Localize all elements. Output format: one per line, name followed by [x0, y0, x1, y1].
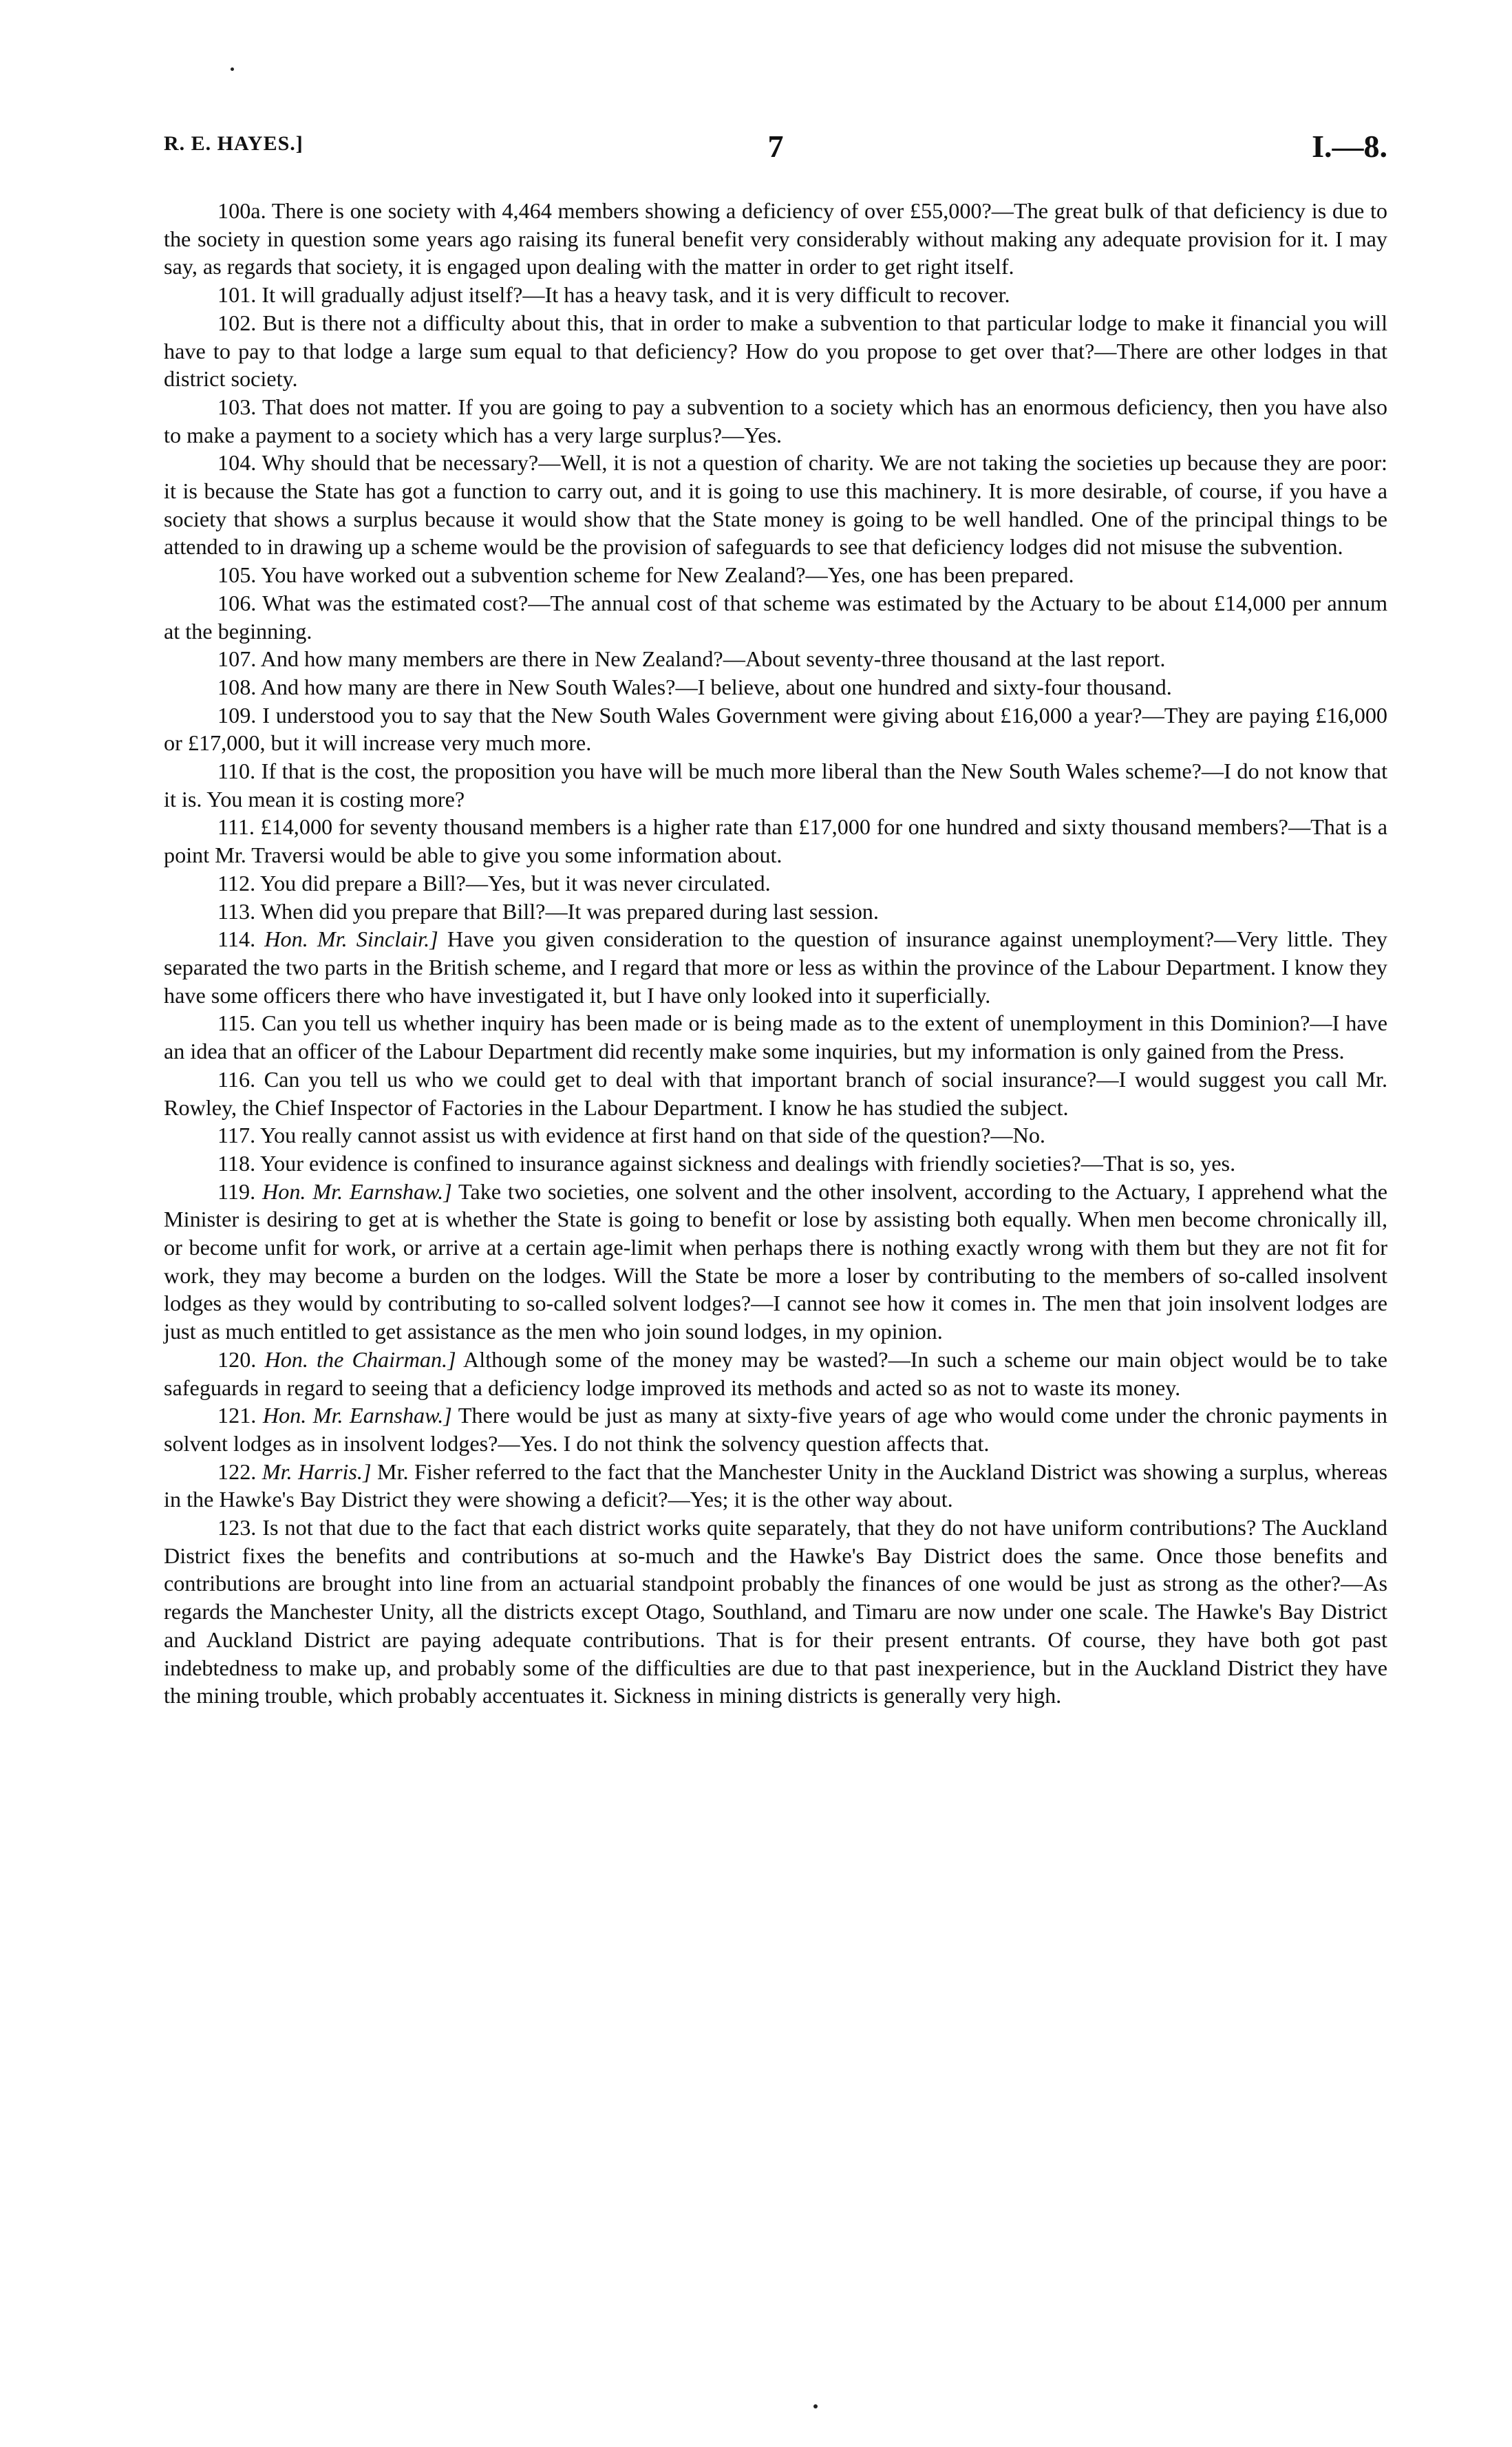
header-witness-name: R. E. HAYES.]	[164, 132, 304, 155]
paragraph-text: Why should that be necessary?—Well, it is not a question of charity. We are not taking the societies up because they are poor: it is because the State has got a function to carry out, and it is going to use this machinery. It is more desirable, of course, if you have a society that shows a surplus because it would show that the State money is going to be well handled. One of the principal things to be attended to in drawing up a scheme would be the provision of safeguards to see that deficiency lodges did not misuse the subvention.	[164, 450, 1387, 560]
paragraph-text: I understood you to say that the New South Wales Government were giving about £16,000 a year?—They are paying £16,000 or £17,000, but it will increase very much more.	[164, 702, 1388, 756]
question-number: 113.	[217, 898, 256, 924]
paragraph-text: Mr. Fisher referred to the fact that the Manchester Unity in the Auckland District was showing a surplus, whereas in the Hawke's Bay District they were showing a deficit?—Yes; it is the other way about.	[164, 1459, 1388, 1512]
speaker-label: Mr. Harris.]	[262, 1459, 372, 1484]
paragraph-text: You really cannot assist us with evidence at first hand on that side of the question?—No.	[260, 1123, 1045, 1148]
evidence-paragraph	[164, 589, 1387, 645]
speaker-label: Hon. Mr. Earnshaw.]	[262, 1178, 452, 1204]
paragraph-text: And how many members are there in New Zealand?—About seventy-three thousand at the last report.	[260, 646, 1166, 672]
paragraph-text: Have you given consideration to the question of insurance against unemployment?—Very little. They separated the two parts in the British scheme, and I regard that more or less as within the province of the Labour Department. I know they have some officers there who have investigated it, but I have only looked into it superficially.	[164, 926, 1388, 1008]
question-number: 108.	[217, 674, 257, 699]
paragraph-text: You did prepare a Bill?—Yes, but it was never circulated.	[260, 870, 771, 896]
evidence-paragraph	[164, 1066, 1387, 1121]
paragraph-text: Take two societies, one solvent and the other insolvent, according to the Actuary, I apprehend what the Minister is desiring to get at is whether the State is going to benefit or lose by assisting both equally. When men become chronically ill, or become unfit for work, or arrive at a certain age-limit when perhaps there is nothing exactly wrong with them but they are not fit for work, they may become a burden on the lodges. Will the State be more a loser by contributing to the members of so-called insolvent lodges as they would by contributing to so-called solvent lodges?—I cannot see how it comes in. The men that join insolvent lodges are just as much entitled to get assistance as the men who join sound lodges, in my opinion.	[164, 1178, 1387, 1344]
evidence-paragraph	[164, 869, 1387, 898]
paragraph-text: Can you tell us whether inquiry has been made or is being made as to the extent of unemployment in this Dominion?—I have an idea that an officer of the Labour Department did recently make some inquiries, but my information is only gained from the Press.	[164, 1010, 1388, 1064]
paragraph-text: You have worked out a subvention scheme for New Zealand?—Yes, one has been prepared.	[261, 562, 1074, 588]
evidence-paragraph	[164, 1009, 1387, 1065]
evidence-paragraph	[164, 309, 1387, 393]
paragraph-text: There is one society with 4,464 members showing a deficiency of over £55,000?—The great bulk of that deficiency is due to the society in question some years ago raising its funeral benefit very considerably without making any adequate provision for it. I may say, as regards that society, it is engaged upon dealing with the matter in order to get right itself.	[164, 198, 1388, 279]
evidence-paragraph	[164, 1346, 1387, 1401]
paragraph-text: And how many are there in New South Wales?—I believe, about one hundred and sixty-four thousand.	[260, 674, 1172, 699]
question-number: 104.	[217, 450, 257, 476]
evidence-paragraph	[164, 1178, 1387, 1346]
evidence-paragraph	[164, 898, 1387, 926]
evidence-paragraph	[164, 757, 1387, 813]
document-code: I.—8.	[1312, 129, 1387, 164]
evidence-paragraph	[164, 1458, 1387, 1514]
evidence-paragraph	[164, 813, 1387, 869]
question-number: 105.	[217, 562, 257, 588]
question-number: 109.	[217, 702, 257, 728]
stray-mark-bottom	[813, 2404, 818, 2408]
question-number: 120.	[217, 1346, 257, 1372]
speaker-label: Hon. Mr. Earnshaw.]	[262, 1403, 452, 1428]
page-header	[164, 128, 1387, 169]
question-number: 103.	[217, 394, 257, 419]
evidence-body	[164, 197, 1387, 1710]
question-number: 110.	[217, 759, 256, 784]
evidence-paragraph	[164, 197, 1387, 281]
evidence-paragraph	[164, 1150, 1387, 1178]
evidence-paragraph	[164, 449, 1387, 561]
paragraph-text: If that is the cost, the proposition you have will be much more liberal than the New South Wales scheme?—I do not know that it is. You mean it is costing more?	[164, 759, 1388, 812]
page-number: 7	[767, 129, 784, 164]
paragraph-text: Although some of the money may be wasted?—In such a scheme our main object would be to take safeguards in regard to seeing that a deficiency lodge improved its methods and acted so as not to waste its money.	[164, 1346, 1388, 1400]
question-number: 115.	[217, 1010, 256, 1036]
question-number: 100a.	[217, 198, 266, 223]
question-number: 116.	[217, 1066, 256, 1092]
question-number: 111.	[217, 814, 255, 840]
paragraph-text: £14,000 for seventy thousand members is a higher rate than £17,000 for one hundred and sixty thousand members?—That is a point Mr. Traversi would be able to give you some information about.	[164, 814, 1388, 868]
paragraph-text: What was the estimated cost?—The annual cost of that scheme was estimated by the Actuary to be about £14,000 per annum at the beginning.	[164, 590, 1387, 644]
question-number: 119.	[217, 1178, 256, 1204]
evidence-paragraph	[164, 645, 1387, 673]
question-number: 123.	[217, 1515, 257, 1540]
evidence-paragraph	[164, 281, 1387, 309]
question-number: 102.	[217, 310, 257, 335]
paragraph-text: Is not that due to the fact that each district works quite separately, that they do not have uniform contributions? The Auckland District fixes the benefits and contributions at so-much and the Hawke's Bay District does the same. Once those benefits and contributions are brought into line from an actuarial standpoint probably the finances of one would be just as strong as the other?—As regards the Manchester Unity, all the districts except Otago, Southland, and Timaru are now under one scale. The Hawke's Bay District and Auckland District are paying adequate contributions. That is for their present entrants. Of course, they have both got past indebtedness to make up, and probably some of the difficulties are due to that past inexperience, but in the Auckland District they have the mining trouble, which probably accentuates it. Sickness in mining districts is generally very high.	[164, 1515, 1387, 1708]
paragraph-text: Can you tell us who we could get to deal with that important branch of social insurance?—I would suggest you call Mr. Rowley, the Chief Inspector of Factories in the Labour Department. I know he has studied the subject.	[164, 1066, 1388, 1120]
paragraph-text: When did you prepare that Bill?—It was prepared during last session.	[260, 898, 879, 924]
question-number: 101.	[217, 282, 257, 308]
evidence-paragraph	[164, 1121, 1387, 1150]
paragraph-text: But is there not a difficulty about this, that in order to make a subvention to that particular lodge to make it financial you will have to pay to that lodge a large sum equal to that deficiency? How do you propose to get over that?—There are other lodges in that district society.	[164, 310, 1388, 392]
evidence-paragraph	[164, 561, 1387, 589]
paragraph-text: Your evidence is confined to insurance against sickness and dealings with friendly societies?—That is so, yes.	[260, 1150, 1236, 1176]
question-number: 112.	[217, 870, 256, 896]
stray-mark-top	[231, 67, 234, 71]
speaker-label: Hon. the Chairman.]	[264, 1346, 456, 1372]
question-number: 106.	[217, 590, 257, 615]
evidence-paragraph	[164, 393, 1387, 449]
evidence-paragraph	[164, 701, 1387, 757]
question-number: 107.	[217, 646, 257, 672]
paragraph-text: There would be just as many at sixty-five years of age who would come under the chronic payments in solvent lodges as in insolvent lodges?—Yes. I do not think the solvency question affects that.	[164, 1403, 1388, 1456]
evidence-paragraph	[164, 673, 1387, 701]
paragraph-text: It will gradually adjust itself?—It has a heavy task, and it is very difficult to recover.	[262, 282, 1010, 308]
question-number: 114.	[217, 926, 256, 952]
paragraph-text: That does not matter. If you are going to pay a subvention to a society which has an enormous deficiency, then you have also to make a payment to a society which has a very large surplus?—Yes.	[164, 394, 1387, 447]
question-number: 122.	[217, 1459, 257, 1484]
speaker-label: Hon. Mr. Sinclair.]	[264, 926, 438, 952]
evidence-paragraph	[164, 1401, 1387, 1457]
evidence-paragraph	[164, 925, 1387, 1009]
evidence-paragraph	[164, 1514, 1387, 1710]
question-number: 118.	[217, 1150, 256, 1176]
question-number: 121.	[217, 1403, 257, 1428]
question-number: 117.	[217, 1123, 256, 1148]
